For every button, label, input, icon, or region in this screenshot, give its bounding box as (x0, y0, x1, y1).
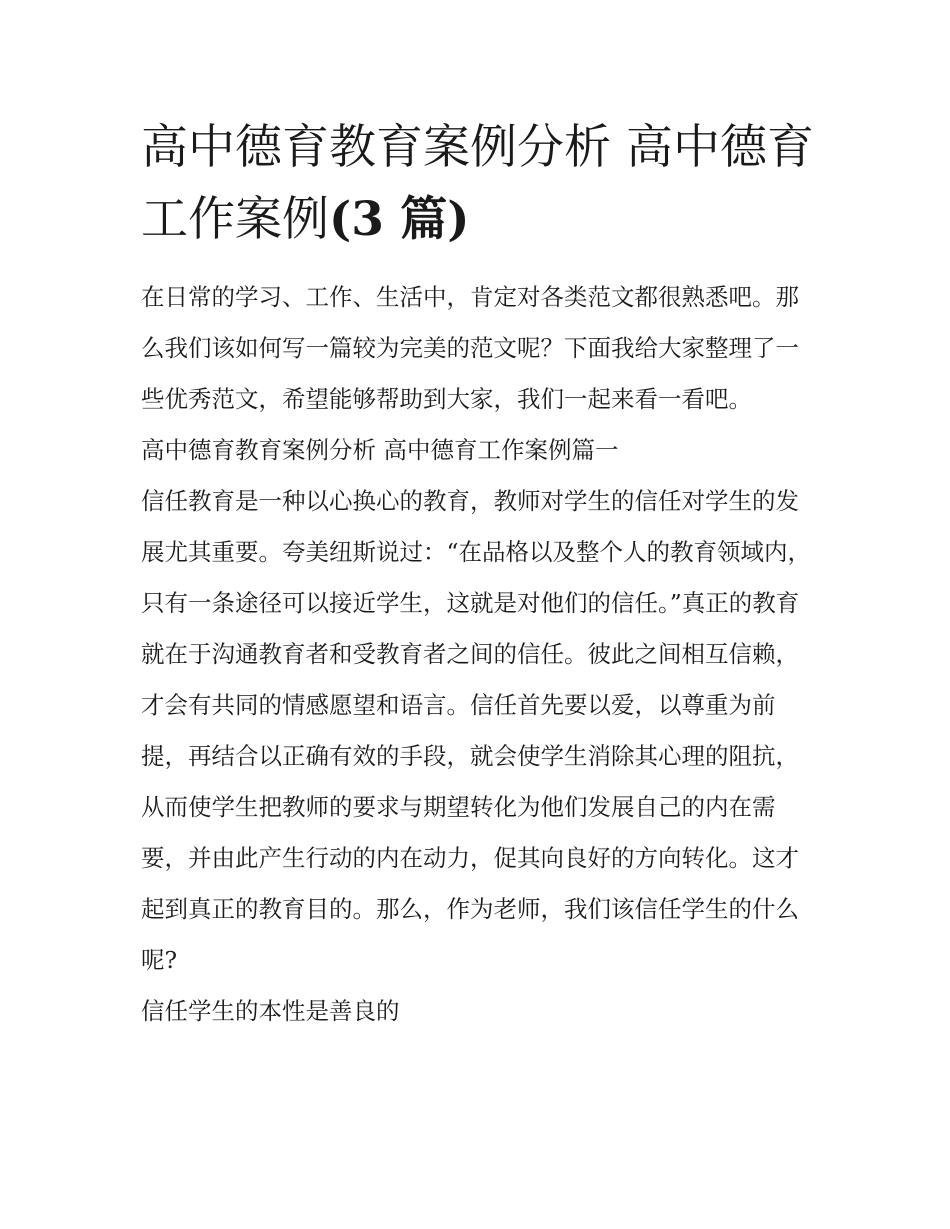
intro-paragraph: 在日常的学习、工作、生活中，肯定对各类范文都很熟悉吧。那么我们该如何写一篇较为完美的范文呢？下面我给大家整理了一些优秀范文，希望能够帮助到大家，我们一起来看一看吧。 (141, 283, 799, 413)
body-paragraph: 信任教育是一种以心换心的教育，教师对学生的信任对学生的发展尤其重要。夸美纽斯说过：“在品格以及整个人的教育领域内，只有一条途径可以接近学生，这就是对他们的信任。”真正的教育就在于沟通教育者和受教育者之间的信任。彼此之间相互信赖，才会有共同的情感愿望和语言。信任首先要以爱，以尊重为前提，再结合以正确有效的手段，就会使学生消除其心理的阻抗，从而使学生把教师的要求与期望转化为他们发展自己的内在需要，并由此产生行动的内在动力，促其向良好的方向转化。这才起到真正的教育目的。那么，作为老师，我们该信任学生的什么呢? (141, 487, 812, 974)
sub-heading: 信任学生的本性是善良的 (141, 997, 400, 1025)
document-title-suffix: (3 篇) (329, 192, 470, 247)
document-title-main: 高中德育教育案例分析 高中德育工作案例 (141, 120, 814, 247)
section-heading: 高中德育教育案例分析 高中德育工作案例篇一 (141, 436, 619, 464)
document-page (141, 112, 821, 1037)
document-title (141, 112, 821, 256)
